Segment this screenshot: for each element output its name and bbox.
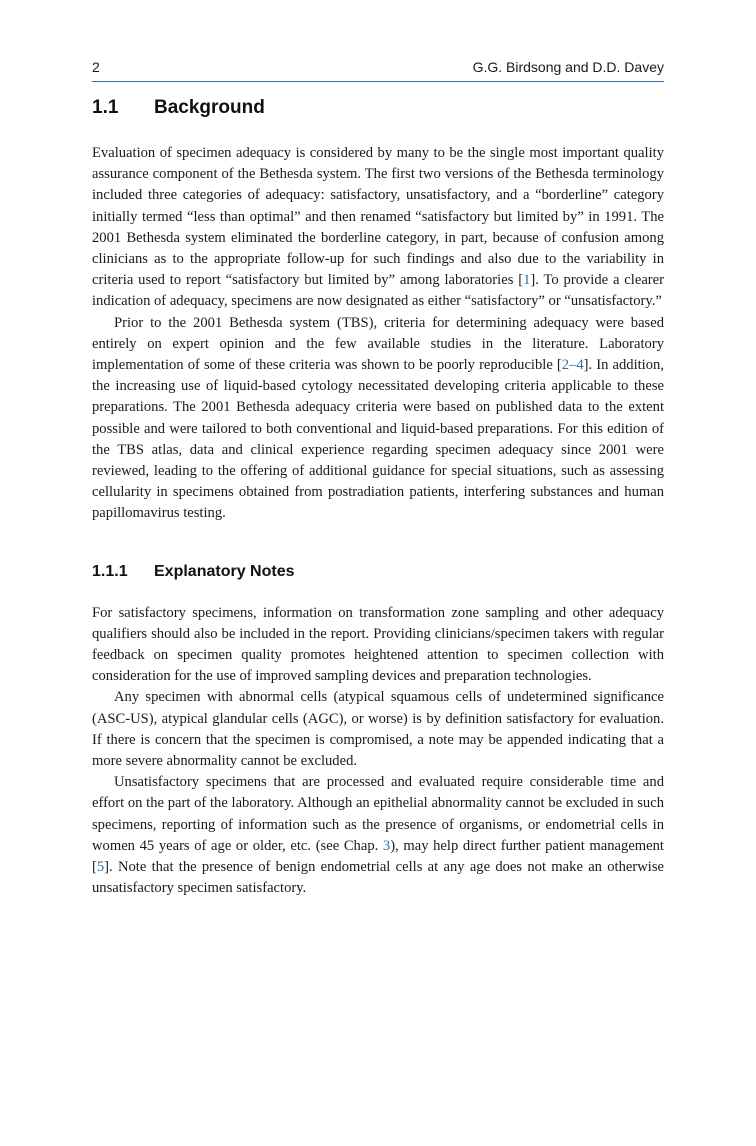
reference-link[interactable]: 1 [523,272,531,289]
section-heading-explanatory-notes [92,561,664,583]
section-title: Background [154,97,265,118]
explanatory-notes-body [92,603,664,900]
running-head-authors: G.G. Birdsong and D.D. Davey [472,59,664,75]
paragraph [92,772,664,899]
reference-link[interactable]: 3 [382,837,391,854]
page-number: 2 [92,59,100,75]
running-head [92,58,664,82]
paragraph-text: For satisfactory specimens, information on transformation zone sampling and other adequacy qualifiers should also be included in the report. Providing clinicians/specimen takers with regular feedback on specimen quality promotes heightened attention to specimen collection with consideration for the use of improved sampling devices and preparation technologies. [92,604,664,685]
background-body [92,143,664,525]
subsection-title: Explanatory Notes [154,562,295,580]
paragraph [92,313,664,525]
paragraph [92,143,664,313]
paragraph-text: Unsatisfactory specimens that are processed and evaluated require considerable time and effort on the part of the laboratory. Although an epithelial abnormality cannot be excluded in such specimens, reporting of information such as the presence of organisms, or endometrial cells in women 45 years of age or older, etc. (see Chap. [92,774,664,854]
reference-link[interactable]: 2–4 [561,357,584,374]
paragraph-text: ), may help direct further patient management [ [92,837,664,876]
subsection-number: 1.1.1 [92,562,128,580]
page [92,58,664,900]
paragraph-text: ]. Note that the presence of benign endometrial cells at any age does not make an otherwise unsatisfactory specimen satisfactory. [92,859,664,897]
paragraph-text: Any specimen with abnormal cells (atypical squamous cells of undetermined significance (ASC-US), atypical glandular cells (AGC), or worse) is by definition satisfactory for evaluation. If there is concern that the specimen is compromised, a note may be appended indicating that a more severe abnormality cannot be excluded. [92,689,664,770]
section-number: 1.1 [92,97,119,118]
paragraph-text: ]. In addition, the increasing use of liquid-based cytology necessitated developing criteria applicable to these preparations. The 2001 Bethesda adequacy criteria were based on published data to the extent possible and were tailored to both conventional and liquid-based preparations. For this edition of the TBS atlas, data and clinical experience regarding specimen adequacy since 2001 were reviewed, leading to the offering of additional guidance for special situations, such as assessing cellularity in specimens obtained from postradiation patients, interfering substances and human papillomavirus testing. [92,357,664,522]
paragraph [92,687,664,772]
paragraph-text: Evaluation of specimen adequacy is considered by many to be the single most important quality assurance component of the Bethesda system. The first two versions of the Bethesda terminology included three categories of adequacy: satisfactory, unsatisfactory, and a “borderline” category initially termed “less than optimal” and then renamed “satisfactory but limited by” in 1991. The 2001 Bethesda system eliminated the borderline category, in part, because of confusion among clinicians as to the appropriate follow-up for such findings and also due to the variability in criteria used to report “satisfactory but limited by” among laboratories [ [92,145,664,289]
paragraph-text: ]. To provide a clearer indication of adequacy, specimens are now designated as either “satisfactory” or “unsatisfactory.” [92,272,664,310]
paragraph-text: Prior to the 2001 Bethesda system (TBS), criteria for determining adequacy were based entirely on expert opinion and the few available studies in the literature. Laboratory implementation of some of these criteria was shown to be poorly reproducible [ [92,314,664,374]
section-heading-background [92,96,664,120]
reference-link[interactable]: 5 [96,859,105,876]
paragraph [92,603,664,688]
